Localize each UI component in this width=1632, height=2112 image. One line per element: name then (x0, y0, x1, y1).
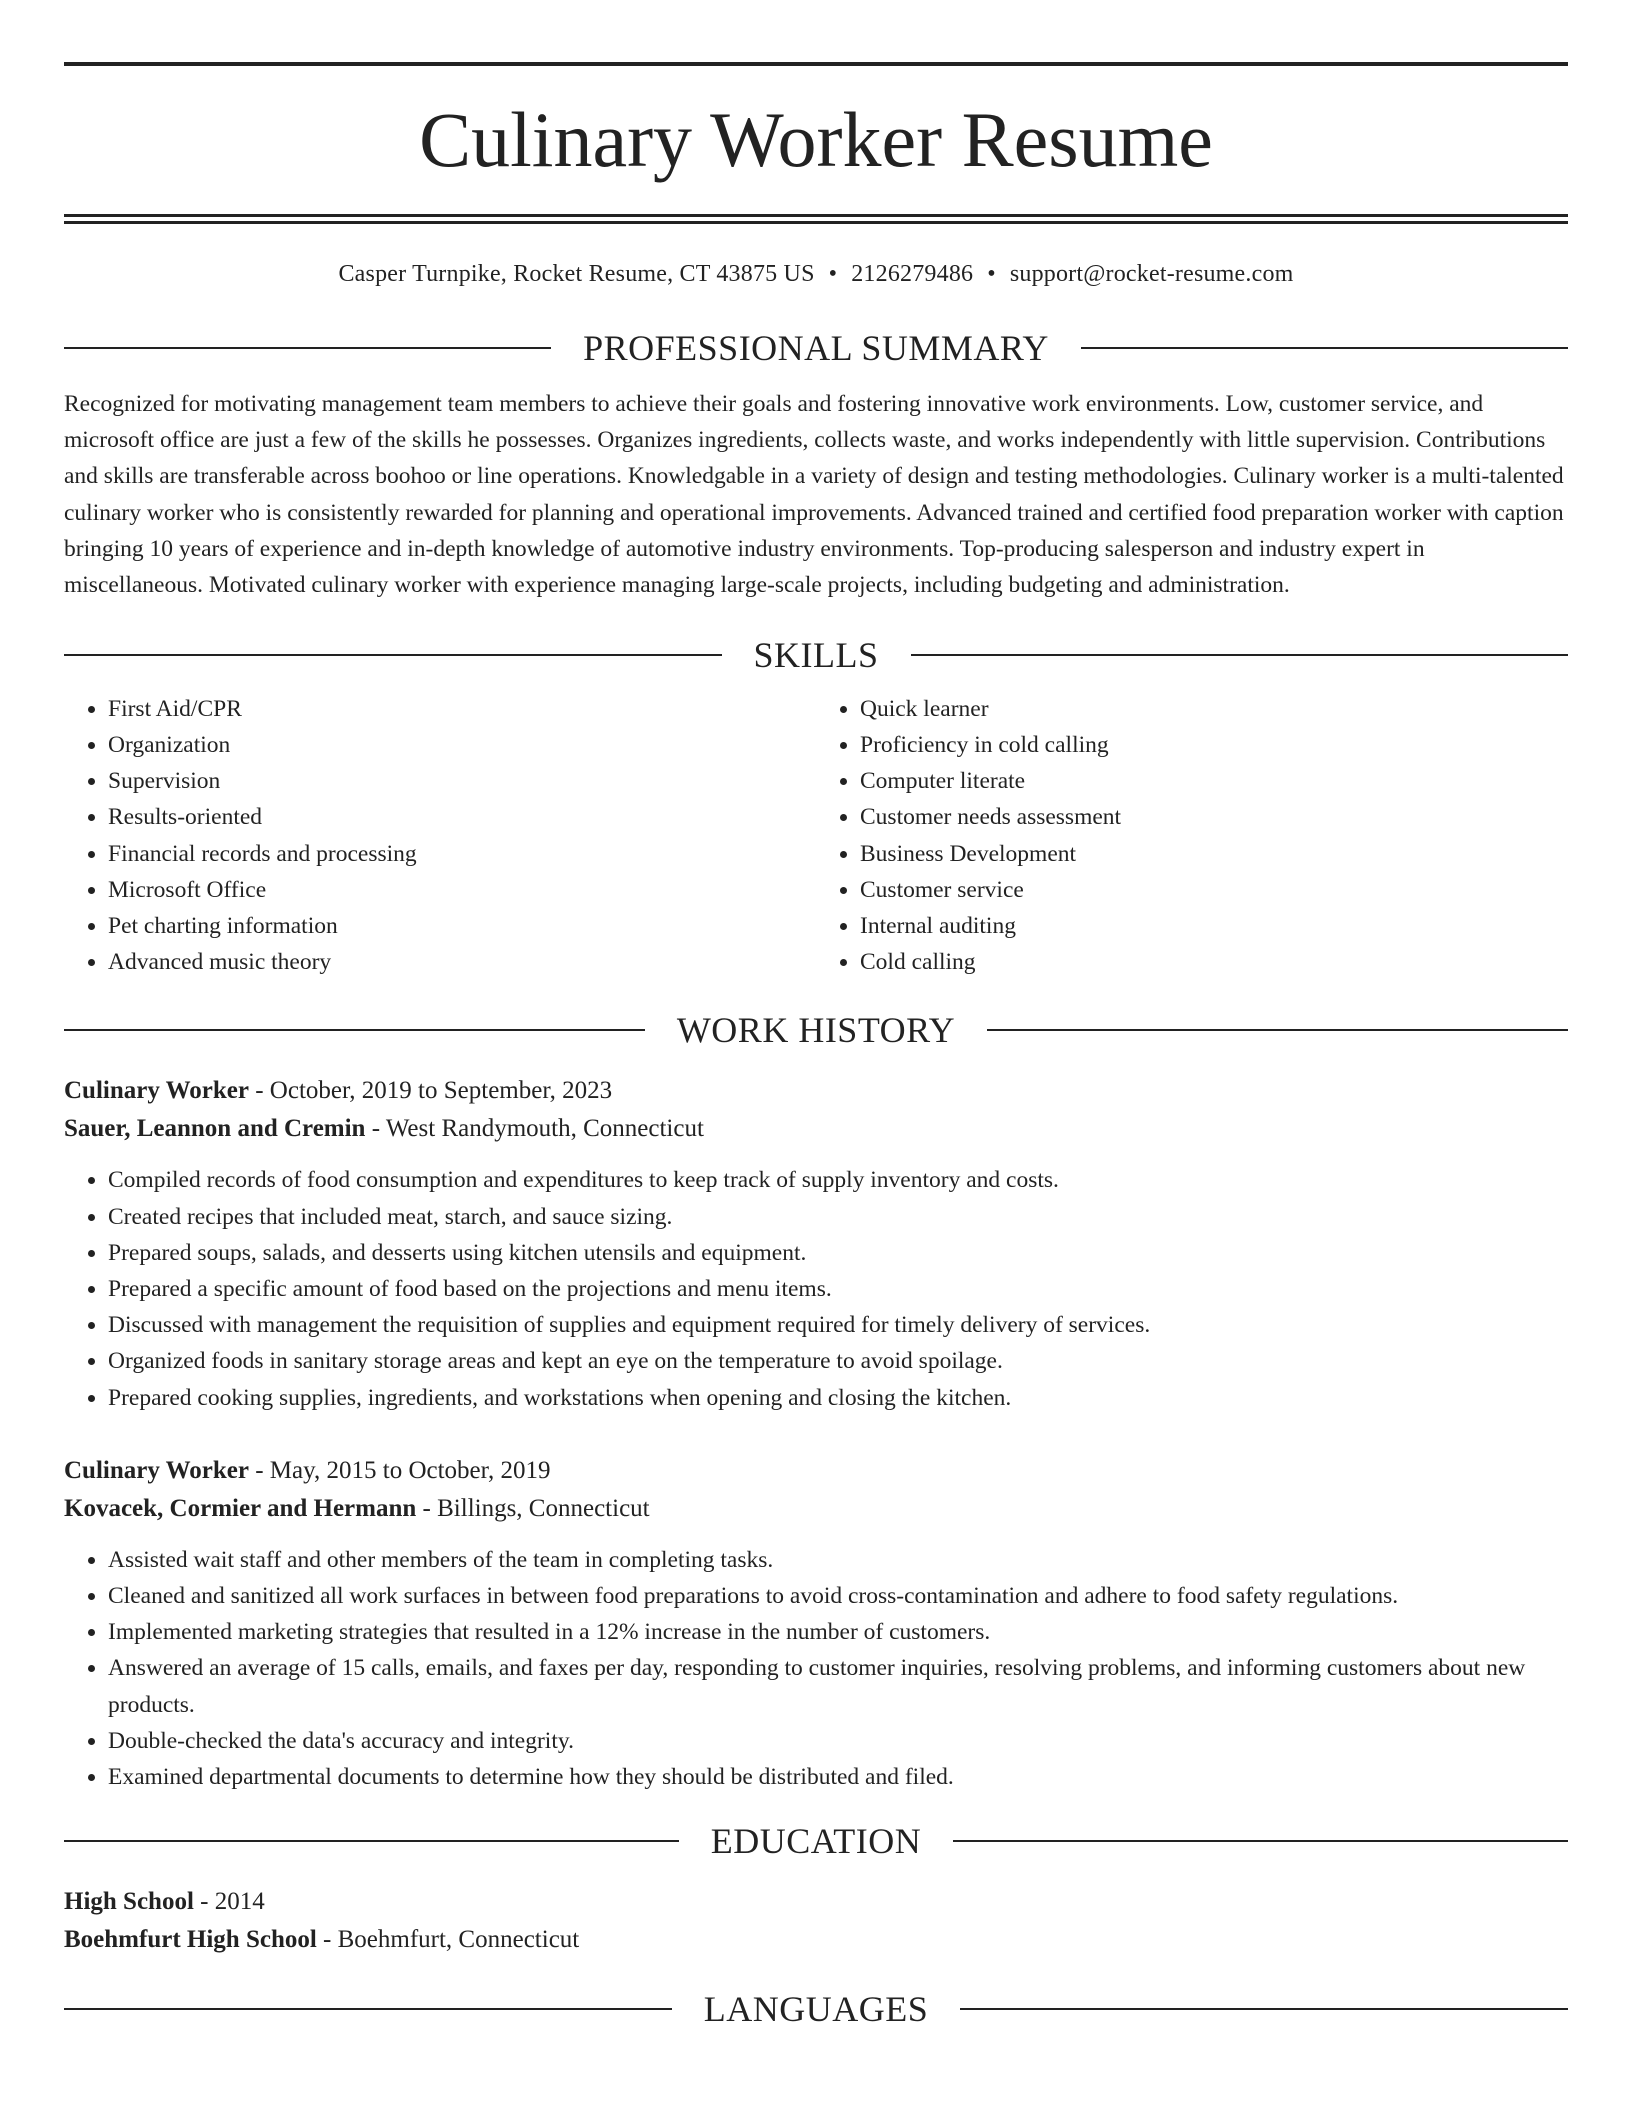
heading-rule-right (960, 2008, 1568, 2010)
contact-separator: • (987, 261, 996, 287)
skills-list-left (64, 691, 816, 981)
summary-paragraph: Recognized for motivating management team members to achieve their goals and fostering innovative work environments. Low, customer service, and microsoft office are just a few of the skills he possesses. Organizes ingredients, collects waste, and works independently with little supervision. Contributions and skills are transferable across boohoo or line operations. Knowledgable in a variety of design and testing methodologies. Culinary worker is a multi-talented culinary worker who is consistently rewarded for planning and operational improvements. Advanced trained and certified food preparation worker with caption bringing 10 years of experience and in-depth knowledge of automotive industry environments. Top-producing salesperson and industry expert in miscellaneous. Motivated culinary worker with experience managing large-scale projects, including budgeting and administration. (64, 391, 1564, 599)
duty-item: • Examined departmental documents to determine how they should be distributed and filed. (108, 1759, 1568, 1795)
duty-item: • Prepared soups, salads, and desserts using kitchen utensils and equipment. (108, 1235, 1568, 1271)
duty-item: • Compiled records of food consumption and expenditures to keep track of supply inventory and costs. (108, 1162, 1568, 1198)
job-title-line (64, 1072, 1568, 1110)
skill-item: • Business Development (860, 836, 1568, 872)
heading-rule-right (987, 1029, 1568, 1031)
job-title: Culinary Worker (64, 1077, 249, 1105)
section-title-skills: SKILLS (753, 634, 879, 675)
heading-rule-left (64, 1029, 645, 1031)
education-year: - 2014 (193, 1888, 265, 1916)
job-dates: - October, 2019 to September, 2023 (248, 1077, 613, 1105)
section-heading-education (64, 1813, 1568, 1869)
job-entry (64, 1452, 1568, 1795)
section-heading-skills (64, 627, 1568, 683)
section-heading-languages (64, 1981, 1568, 2037)
duty-item: • Prepared a specific amount of food based on the projections and menu items. (108, 1271, 1568, 1307)
contact-email: support@rocket-resume.com (1009, 261, 1294, 287)
skills-columns (64, 691, 1568, 981)
skill-item: • Advanced music theory (108, 944, 816, 980)
duty-item: • Discussed with management the requisition of supplies and equipment required for timely delivery of services. (108, 1307, 1568, 1343)
education-location: - Boehmfurt, Connecticut (316, 1926, 580, 1954)
duty-item: • Prepared cooking supplies, ingredients, and workstations when opening and closing the kitchen. (108, 1380, 1568, 1416)
job-company-line (64, 1490, 1568, 1528)
job-company-line (64, 1110, 1568, 1148)
skill-item: • Financial records and processing (108, 836, 816, 872)
section-heading-summary (64, 320, 1568, 376)
duty-item: • Answered an average of 15 calls, emails, and faxes per day, responding to customer inquiries, resolving problems, and informing customers about new products. (108, 1650, 1568, 1722)
duty-item: • Double-checked the data's accuracy and integrity. (108, 1723, 1568, 1759)
contact-line (64, 258, 1568, 290)
education-school-line (64, 1921, 1568, 1959)
section-heading-work (64, 1002, 1568, 1058)
education-degree: High School (64, 1888, 194, 1916)
section-title-work: WORK HISTORY (676, 1010, 956, 1051)
job-entry (64, 1072, 1568, 1415)
skill-item: • Organization (108, 727, 816, 763)
job-duties-list (64, 1542, 1568, 1795)
skill-item: • Supervision (108, 763, 816, 799)
job-company: Kovacek, Cormier and Hermann (64, 1494, 417, 1522)
skill-item: • Customer service (860, 872, 1568, 908)
duty-item: • Organized foods in sanitary storage areas and kept an eye on the temperature to avoid spoilage. (108, 1343, 1568, 1379)
job-location: - Billings, Connecticut (416, 1494, 650, 1522)
job-dates: - May, 2015 to October, 2019 (248, 1456, 551, 1484)
skill-item: • Proficiency in cold calling (860, 727, 1568, 763)
top-rule (64, 62, 1568, 66)
duty-item: • Created recipes that included meat, starch, and sauce sizing. (108, 1199, 1568, 1235)
skill-item: • Pet charting information (108, 908, 816, 944)
duty-item: • Cleaned and sanitized all work surfaces in between food preparations to avoid cross-contamination and adhere to food safety regulations. (108, 1578, 1568, 1614)
skills-list-right (816, 691, 1568, 981)
contact-address: Casper Turnpike, Rocket Resume, CT 43875 US (338, 261, 815, 287)
job-title: Culinary Worker (64, 1456, 249, 1484)
heading-rule-left (64, 1840, 679, 1842)
skill-item: • Internal auditing (860, 908, 1568, 944)
heading-rule-right (911, 654, 1569, 656)
skill-item: • Customer needs assessment (860, 799, 1568, 835)
section-title-education: EDUCATION (710, 1821, 922, 1862)
job-title-line (64, 1452, 1568, 1490)
education-entry (64, 1883, 1568, 1959)
skill-item: • Computer literate (860, 763, 1568, 799)
skill-item: • First Aid/CPR (108, 691, 816, 727)
job-duties-list (64, 1162, 1568, 1415)
heading-rule-right (953, 1840, 1568, 1842)
heading-rule-left (64, 654, 722, 656)
skill-item: • Quick learner (860, 691, 1568, 727)
title-double-rule (64, 214, 1568, 224)
section-title-languages: LANGUAGES (703, 1989, 929, 2030)
job-company: Sauer, Leannon and Cremin (64, 1115, 366, 1143)
education-degree-line (64, 1883, 1568, 1921)
contact-phone: 2126279486 (851, 261, 974, 287)
contact-separator: • (828, 261, 838, 287)
education-school: Boehmfurt High School (64, 1926, 317, 1954)
skill-item: • Cold calling (860, 944, 1568, 980)
resume-title: Culinary Worker Resume (419, 96, 1213, 183)
heading-rule-right (1081, 347, 1568, 349)
job-location: - West Randymouth, Connecticut (365, 1115, 704, 1143)
section-title-summary: PROFESSIONAL SUMMARY (583, 328, 1049, 368)
skill-item: • Microsoft Office (108, 872, 816, 908)
skill-item: • Results-oriented (108, 799, 816, 835)
duty-item: • Assisted wait staff and other members of the team in completing tasks. (108, 1542, 1568, 1578)
heading-rule-left (64, 347, 551, 349)
duty-item: • Implemented marketing strategies that resulted in a 12% increase in the number of customers. (108, 1614, 1568, 1650)
heading-rule-left (64, 2008, 672, 2010)
